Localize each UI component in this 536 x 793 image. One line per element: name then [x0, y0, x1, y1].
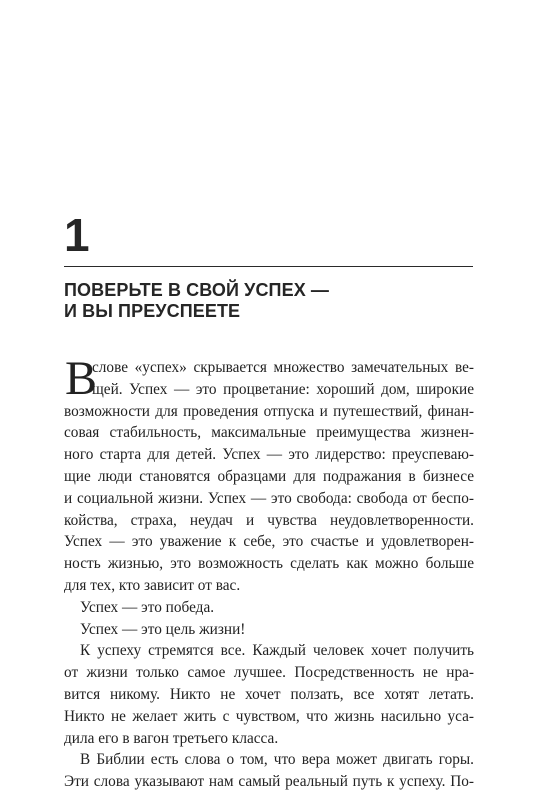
text-line: Успех — это уважение к себе, это счастье и удовлетворен- — [64, 533, 474, 551]
chapter-title — [64, 280, 484, 322]
text-line: щие люди становятся образцами для подражания в бизнесе — [64, 467, 474, 485]
text-line: и социальной жизни. Успех — это свобода: свобода от беспо- — [64, 489, 474, 507]
text-line: для тех, кто зависит от вас. — [64, 576, 241, 594]
text-line: ность жизнью, это возможность сделать как можно больше — [64, 555, 474, 573]
text-line: ного старта для детей. Успех — это лидерство: преуспеваю- — [64, 446, 474, 464]
text-line: дила его в вагон третьего класса. — [64, 729, 279, 747]
text-line: щей. Успех — это процветание: хороший дом, широкие — [92, 380, 474, 398]
text-line: Никто не желает жить с чувством, что жизнь насильно уса- — [64, 707, 474, 725]
text-line: Эти слова указывают нам самый реальный путь к успеху. По- — [64, 773, 474, 791]
text-line: К успеху стремятся все. Каждый человек хочет получить — [80, 642, 474, 660]
drop-cap: В — [65, 352, 98, 405]
text-line: совая стабильность, максимальные преимущества жизнен- — [64, 424, 474, 442]
chapter-title-line: ПОВЕРЬТЕ В СВОЙ УСПЕХ — — [64, 280, 330, 300]
chapter-divider — [64, 266, 473, 267]
text-line: возможности для проведения отпуска и путешествий, финан- — [64, 402, 474, 420]
text-line: Успех — это победа. — [80, 598, 215, 616]
text-line: от жизни только самое лучшее. Посредственность не нра- — [64, 664, 474, 682]
chapter-number: 1 — [64, 209, 90, 261]
text-line: слове «успех» скрывается множество замечательных ве- — [92, 359, 474, 376]
chapter-title-line: И ВЫ ПРЕУСПЕЕТЕ — [64, 301, 241, 321]
text-line: вится никому. Никто не хочет ползать, все хотят летать. — [64, 685, 474, 703]
text-line: В Библии есть слова о том, что вера может двигать горы. — [80, 751, 474, 769]
text-line: койства, страха, неудач и чувства неудовлетворенности. — [64, 511, 474, 529]
text-line: Успех — это цель жизни! — [80, 620, 246, 638]
body-text — [64, 352, 474, 793]
